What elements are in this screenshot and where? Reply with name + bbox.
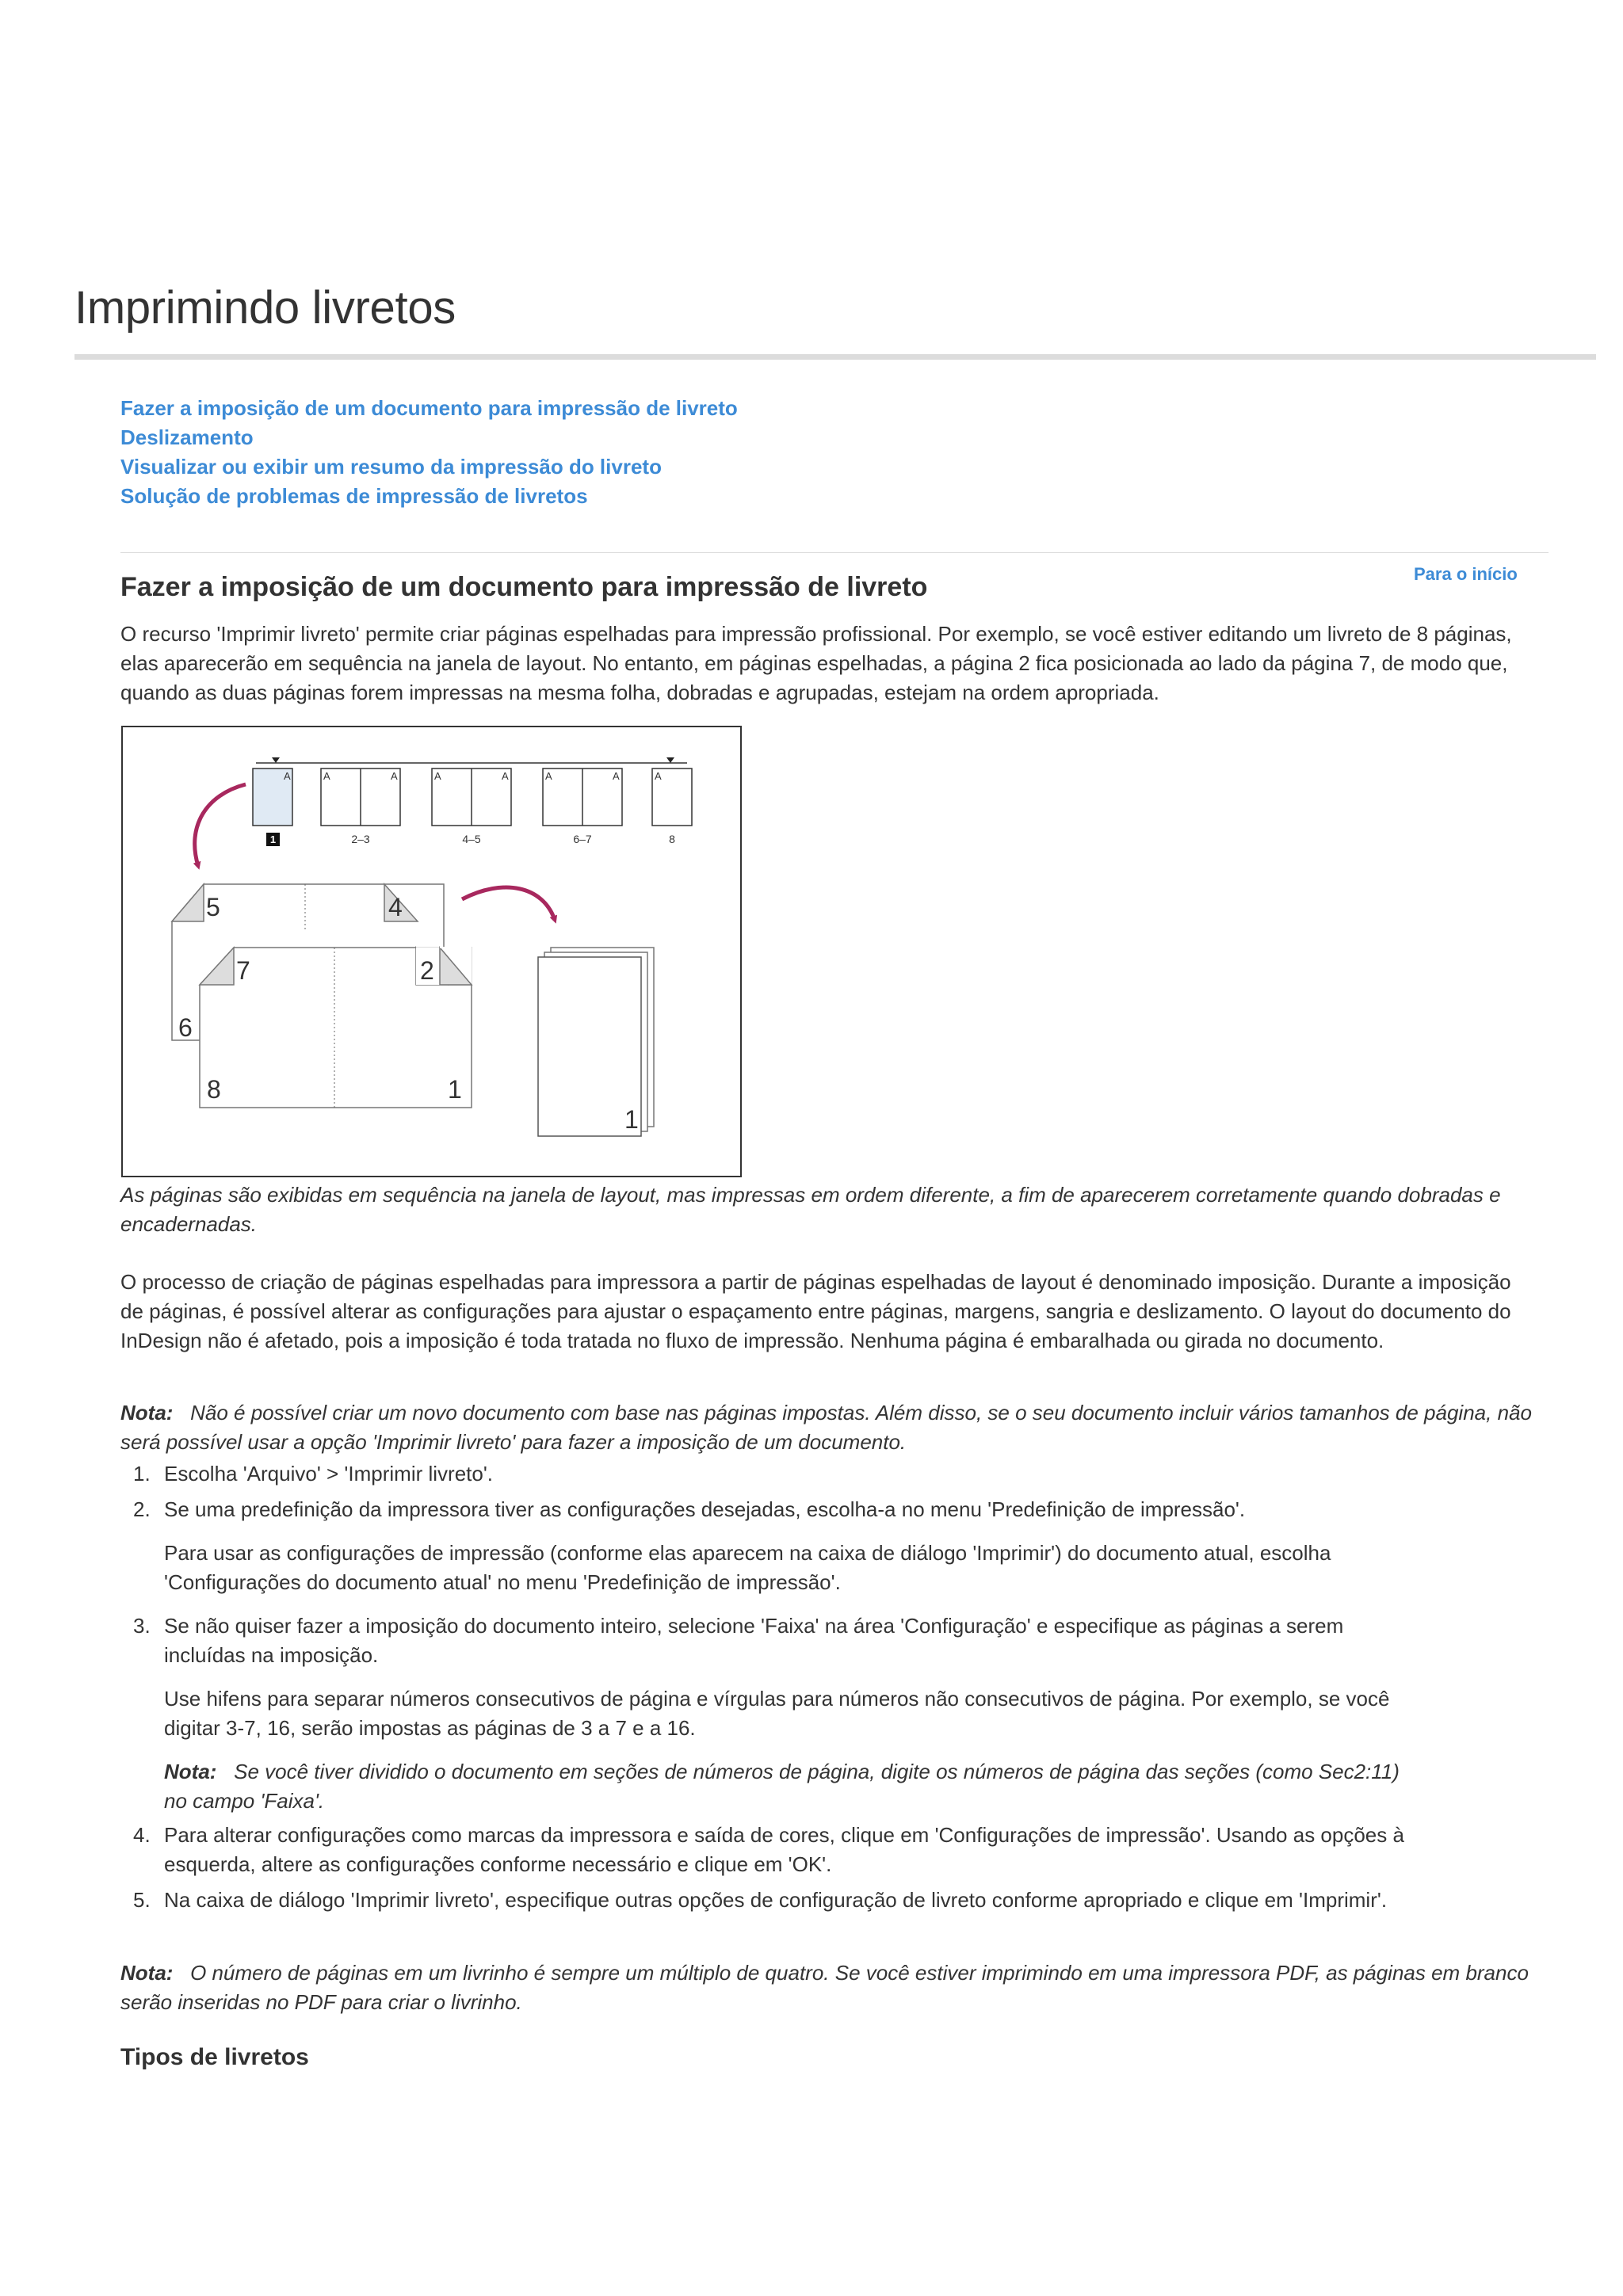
marker-icon xyxy=(666,757,674,763)
step-text: Escolha 'Arquivo' > 'Imprimir livreto'. xyxy=(164,1462,494,1486)
toc-link-deslizamento[interactable]: Deslizamento xyxy=(120,425,254,449)
page-letter: A xyxy=(613,770,620,782)
thumb-label: 2–3 xyxy=(351,833,370,845)
toc-item[interactable] xyxy=(120,482,738,511)
toc-item[interactable] xyxy=(120,394,738,423)
intro-paragraph: O recurso 'Imprimir livreto' permite criar páginas espelhadas para impressão profissional. Por exemplo, se você estiver editando um livreto de 8 páginas, elas aparecerão em sequência na janela de layout. No entanto, em páginas espelhadas, a página 2 fica posicionada ao lado da página 7, de modo que, quando as duas páginas forem impressas na mesma folha, dobradas e agrupadas, estejam na ordem apropriada. xyxy=(120,622,1512,704)
table-of-contents xyxy=(120,394,738,511)
imposition-illustration xyxy=(123,727,740,1176)
step-number: 4. xyxy=(133,1823,151,1847)
step-number: 1. xyxy=(133,1462,151,1486)
fold-arrow-icon xyxy=(195,784,246,866)
page-number: 4 xyxy=(388,893,403,921)
step-text: Se não quiser fazer a imposição do documento inteiro, selecione 'Faixa' na área 'Configuração' e especifique as páginas a serem incluídas na imposição. xyxy=(164,1614,1344,1667)
step-text: Se uma predefinição da impressora tiver as configurações desejadas, escolha-a no menu 'Predefinição de impressão'. xyxy=(164,1497,1246,1521)
step-note xyxy=(164,1757,1404,1816)
figure-caption: As páginas são exibidas em sequência na janela de layout, mas impressas em ordem diferente, a fim de aparecerem corretamente quando dobradas e encadernadas. xyxy=(120,1183,1501,1236)
step-subtext: Para usar as configurações de impressão (conforme elas aparecem na caixa de diálogo 'Imprimir') do documento atual, escolha 'Configurações do documento atual' no menu 'Predefinição de impressão'. xyxy=(164,1541,1331,1594)
step-item xyxy=(120,1495,1404,1597)
fold-arrow-icon xyxy=(462,887,555,920)
step-number: 2. xyxy=(133,1497,151,1521)
page-number: 1 xyxy=(624,1105,639,1134)
note-block xyxy=(120,1958,1539,2017)
marker-icon xyxy=(272,757,280,763)
step-subtext: Use hifens para separar números consecutivos de página e vírgulas para números não consecutivos de página. Por exemplo, se você digitar 3-7, 16, serão impostas as páginas de 3 a 7 e a 16. xyxy=(164,1687,1390,1740)
back-to-top-link[interactable]: Para o início xyxy=(1414,564,1518,584)
page-number: 2 xyxy=(420,956,434,985)
thumb-label: 1 xyxy=(269,833,277,845)
thumb-label: 8 xyxy=(669,833,675,845)
page-number: 8 xyxy=(207,1075,221,1104)
imposition-paragraph: O processo de criação de páginas espelhadas para impressora a partir de páginas espelhadas de layout é denominado imposição. Durante a imposição de páginas, é possível alterar as configurações para ajustar o espaçamento entre páginas, margens, sangria e deslizamento. O layout do documento do InDesign não é afetado, pois a imposição é toda tratada no fluxo de impressão. Nenhuma página é embaralhada ou girada no documento. xyxy=(120,1270,1511,1352)
thumb-label: 6–7 xyxy=(573,833,592,845)
page-letter: A xyxy=(323,770,330,782)
note-block xyxy=(120,1398,1539,1457)
thumb-label: 4–5 xyxy=(462,833,481,845)
toc-item[interactable] xyxy=(120,452,738,482)
note-text: Não é possível criar um novo documento com base nas páginas impostas. Além disso, se o seu documento incluir vários tamanhos de página, não será possível usar a opção 'Imprimir livreto' para fazer a imposição de um documento. xyxy=(120,1401,1532,1454)
page-number: 7 xyxy=(236,956,250,985)
page-number: 5 xyxy=(206,893,220,921)
step-item xyxy=(120,1459,1404,1489)
page-letter: A xyxy=(434,770,441,782)
step-item xyxy=(120,1886,1404,1915)
note-text: O número de páginas em um livrinho é sempre um múltiplo de quatro. Se você estiver imprimindo em uma impressora PDF, as páginas em branco serão inseridas no PDF para criar o livrinho. xyxy=(120,1961,1529,2014)
note-label: Nota: xyxy=(120,1961,174,1985)
toc-link-solucao[interactable]: Solução de problemas de impressão de livretos xyxy=(120,484,588,508)
note-text: Se você tiver dividido o documento em seções de números de página, digite os números de página das seções (como Sec2:11) no campo 'Faixa'. xyxy=(164,1760,1400,1813)
subsection xyxy=(120,2042,1539,2072)
page-number: 1 xyxy=(448,1075,462,1104)
note-label: Nota: xyxy=(164,1760,217,1783)
page-title: Imprimindo livretos xyxy=(74,282,456,334)
toc-item[interactable] xyxy=(120,423,738,452)
step-text: Para alterar configurações como marcas da impressora e saída de cores, clique em 'Configurações de impressão'. Usando as opções à esquerda, altere as configurações conforme necessário e clique em 'OK'. xyxy=(164,1823,1404,1876)
step-text: Na caixa de diálogo 'Imprimir livreto', especifique outras opções de configuração de livreto conforme apropriado e clique em 'Imprimir'. xyxy=(164,1888,1388,1912)
step-number: 5. xyxy=(133,1888,151,1912)
step-item xyxy=(120,1821,1404,1879)
section-divider xyxy=(120,552,1549,553)
page-letter: A xyxy=(391,770,398,782)
page-letter: A xyxy=(502,770,509,782)
title-divider xyxy=(74,354,1596,360)
section-heading: Fazer a imposição de um documento para impressão de livreto xyxy=(120,572,928,602)
steps-list xyxy=(120,1459,1404,1915)
toc-link-imposicao[interactable]: Fazer a imposição de um documento para impressão de livreto xyxy=(120,396,738,420)
toc-link-visualizar[interactable]: Visualizar ou exibir um resumo da impressão do livreto xyxy=(120,455,662,479)
booklet-imposition-figure xyxy=(121,726,742,1177)
page-letter: A xyxy=(545,770,552,782)
note-label: Nota: xyxy=(120,1401,174,1425)
subsection-heading: Tipos de livretos xyxy=(120,2044,309,2070)
step-item xyxy=(120,1611,1404,1816)
page-letter: A xyxy=(284,770,291,782)
page-letter: A xyxy=(655,770,662,782)
page-number: 6 xyxy=(178,1013,193,1042)
step-number: 3. xyxy=(133,1614,151,1638)
